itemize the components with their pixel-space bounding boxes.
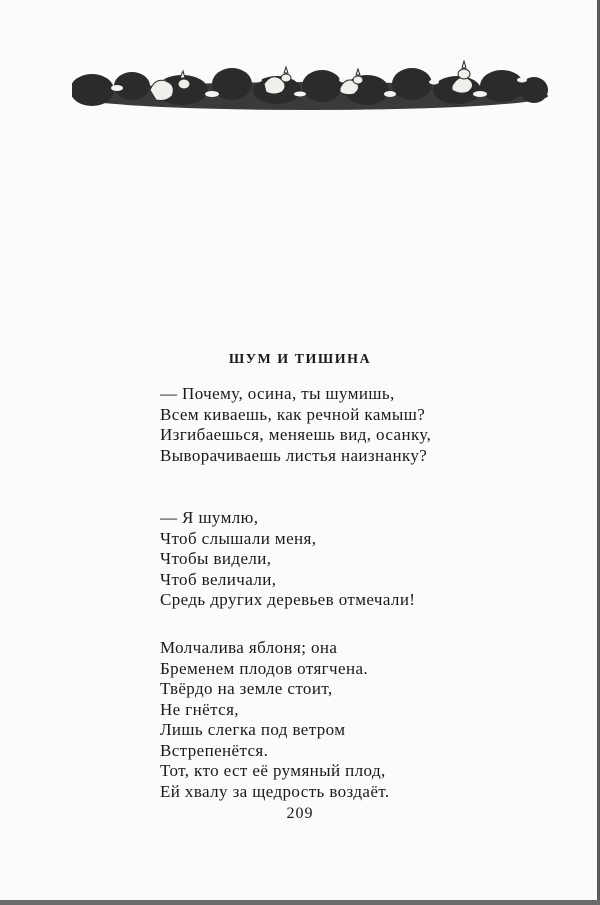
poem-line: Молчалива яблоня; она: [160, 638, 338, 657]
poem-line: Изгибаешься, меняешь вид, осанку,: [160, 425, 432, 444]
poem-line: Выворачиваешь листья наизнанку?: [160, 445, 428, 465]
poem-line: Чтобы видели,: [160, 549, 272, 568]
poem-line: Твёрдо на земле стоит,: [160, 679, 333, 698]
poem-line: Лишь слегка под ветром: [160, 720, 346, 739]
poem-line: Средь других деревьев отмечали!: [160, 590, 416, 609]
poem-line: Чтоб величали,: [160, 569, 277, 589]
poem-line: Тот, кто ест её румяный плод,: [160, 761, 386, 780]
decorative-header-illustration: [72, 60, 548, 120]
page-edge-shadow-bottom: [0, 900, 600, 905]
poem-line: — Я шумлю,: [160, 508, 259, 527]
poem-line: Не гнётся,: [160, 699, 239, 719]
stanza-2: [160, 508, 560, 611]
poem-line: Чтоб слышали меня,: [160, 528, 317, 548]
stanza-3: [160, 638, 560, 802]
poem-line: Всем киваешь, как речной камыш?: [160, 404, 426, 424]
poem-line: Ей хвалу за щедрость воздаёт.: [160, 781, 390, 801]
poem-line: Встрепенётся.: [160, 740, 269, 760]
stanza-1: [160, 384, 560, 466]
poem-line: — Почему, осина, ты шумишь,: [160, 384, 395, 403]
page-number: 209: [286, 805, 314, 822]
poem-title: ШУМ И ТИШИНА: [228, 352, 372, 367]
poem-line: Бременем плодов отягчена.: [160, 658, 369, 678]
